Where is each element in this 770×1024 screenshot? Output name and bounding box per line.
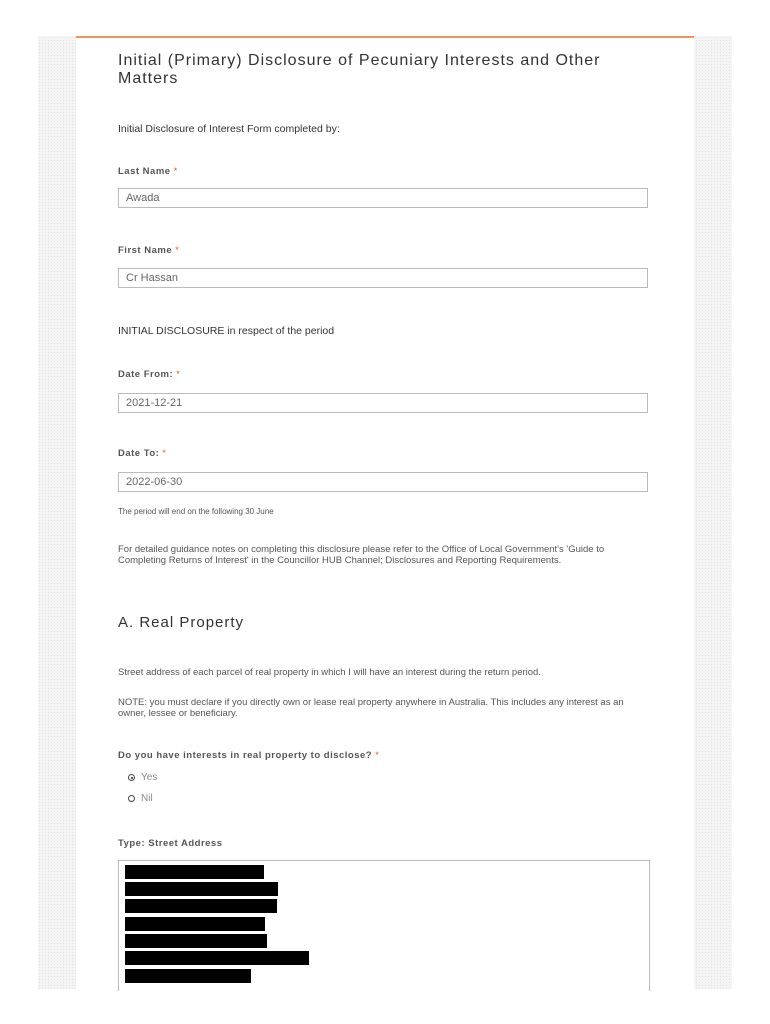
required-asterisk: * [175,245,180,256]
last-name-label-text: Last Name [118,166,171,177]
date-from-input[interactable] [118,393,648,413]
radio-option-yes[interactable] [128,772,157,783]
first-name-input[interactable] [118,268,648,288]
radio-option-nil[interactable] [128,793,153,804]
first-name-label-text: First Name [118,245,173,256]
date-to-label [118,448,167,459]
redacted-address-line [125,969,251,983]
real-property-note: NOTE: you must declare if you directly own or lease real property anywhere in Australia. This includes any interest as an owner, lessee or beneficiary. [118,697,624,719]
street-address-textarea[interactable] [118,860,650,991]
radio-checked-icon[interactable] [128,774,135,781]
redacted-address-line [125,934,267,948]
date-to-input[interactable] [118,472,648,492]
redacted-address-line [125,899,277,913]
guidance-text: For detailed guidance notes on completing this disclosure please refer to the Office of Local Government's 'Guide to Completing Returns of Interest' in the Councillor HUB Channel; Disclosures and Reporting Requirements. [118,544,605,566]
form-card [76,36,694,991]
required-asterisk: * [375,750,380,761]
completed-by-text: Initial Disclosure of Interest Form completed by: [118,123,340,135]
section-heading-real-property: A. Real Property [118,614,245,631]
date-from-label [118,369,180,380]
required-asterisk: * [176,369,181,380]
redacted-address-line [125,951,309,965]
required-asterisk: * [162,448,167,459]
radio-unchecked-icon[interactable] [128,795,135,802]
last-name-input[interactable] [118,188,648,208]
period-note: The period will end on the following 30 June [118,507,274,516]
period-heading: INITIAL DISCLOSURE in respect of the period [118,325,335,337]
form-title: Initial (Primary) Disclosure of Pecuniary Interests and Other Matters [118,52,601,87]
redacted-address-line [125,882,278,896]
redacted-address-line [125,917,265,931]
real-property-question [118,750,379,761]
radio-option-yes-label: Yes [141,772,158,783]
date-from-label-text: Date From: [118,369,174,380]
radio-option-nil-label: Nil [141,793,153,804]
date-to-label-text: Date To: [118,448,160,459]
real-property-question-text: Do you have interests in real property to disclose? [118,750,373,761]
street-address-label: Type: Street Address [118,838,223,849]
redacted-address-line [125,865,264,879]
first-name-label [118,245,179,256]
last-name-label [118,166,178,177]
real-property-description: Street address of each parcel of real property in which I will have an interest during the return period. [118,667,541,678]
required-asterisk: * [173,166,178,177]
